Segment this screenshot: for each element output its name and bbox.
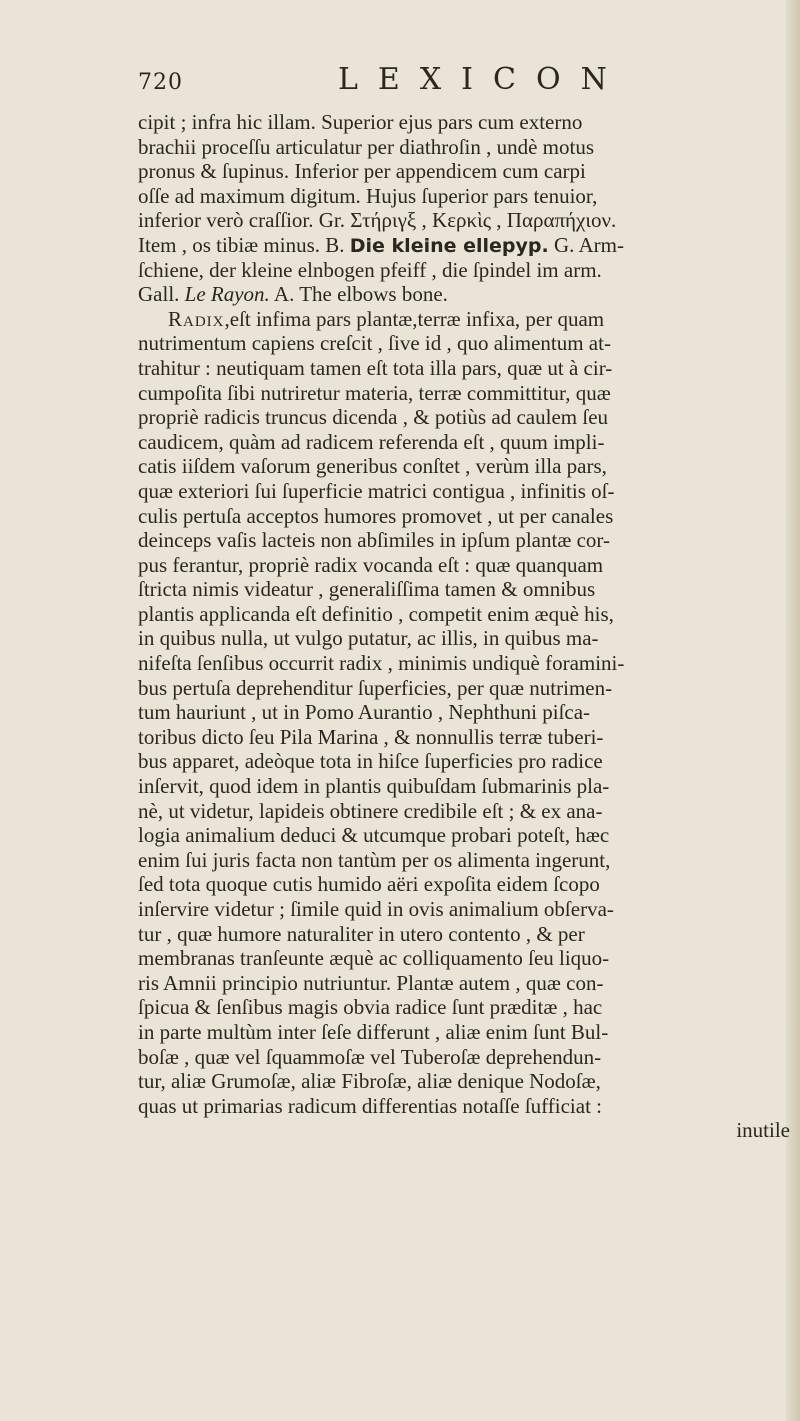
running-head: LEXICON xyxy=(338,62,627,97)
catchword: inutile xyxy=(736,1118,790,1143)
text-line: ris Amnii principio nutriuntur. Plantæ autem , quæ con- xyxy=(138,970,604,995)
text-line: trahitur : neutiquam tamen eſt tota illa pars, quæ ut à cir- xyxy=(138,355,613,380)
text-line: pus ferantur, propriè radix vocanda eſt : quæ quanquam xyxy=(138,552,604,577)
text-line: ſchiene, der kleine elnbogen pfeiff , die ſpindel im arm. xyxy=(138,257,602,282)
text-line: quæ exteriori ſui ſuperficie matrici contigua , infinitis oſ- xyxy=(138,478,615,503)
text-line: in parte multùm inter ſeſe differunt , aliæ enim ſunt Bul- xyxy=(138,1019,609,1044)
text-line: plantis applicanda eſt definitio , competit enim æquè his, xyxy=(138,601,614,626)
text-line: catis iiſdem vaſorum generibus conſtet , verùm illa pars, xyxy=(138,454,607,479)
text-line xyxy=(138,282,798,307)
text-line: tur , quæ humore naturaliter in utero contento , & per xyxy=(138,921,585,946)
text-line: tum hauriunt , ut in Pomo Aurantio , Nephthuni piſca- xyxy=(138,700,591,725)
text-line xyxy=(138,233,798,258)
text-line: pronus & ſupinus. Inferior per appendicem cum carpi xyxy=(138,159,586,184)
text-line: ſpicua & ſenſibus magis obvia radice ſunt præditæ , hac xyxy=(138,995,603,1020)
text-line: ſtricta nimis videatur , generaliſſima tamen & omnibus xyxy=(138,577,596,602)
text-line: culis pertuſa acceptos humores promovet , ut per canales xyxy=(138,503,614,528)
text-line: deinceps vaſis lacteis non abſimiles in ipſum plantæ cor- xyxy=(138,528,610,553)
page-header xyxy=(138,62,678,102)
text-line: inferior verò craſſior. Gr. Στήριγξ , Κερκὶς , Παραπήχιον. xyxy=(138,208,617,233)
text-line: ſed tota quoque cutis humido aëri expoſita eidem ſcopo xyxy=(138,872,600,897)
text-line: brachii proceſſu articulatur per diathroſin , undè motus xyxy=(138,134,595,159)
german-term: Die kleine ellepyp. xyxy=(349,234,549,257)
text-line: enim ſui juris facta non tantùm per os alimenta ingerunt, xyxy=(138,847,611,872)
text-line: cumpoſita ſibi nutriretur materia, terræ committitur, quæ xyxy=(138,380,611,405)
text-line: nè, ut videtur, lapideis obtinere credibile eſt ; & ex ana- xyxy=(138,798,603,823)
entry-headword: Radix xyxy=(168,306,225,331)
text-line: oſſe ad maximum digitum. Hujus ſuperior pars tenuior, xyxy=(138,183,598,208)
body-text xyxy=(138,110,798,1143)
text-line: bus pertuſa deprehenditur ſuperficies, per quæ nutrimen- xyxy=(138,675,613,700)
french-term: Le Rayon. xyxy=(184,282,270,307)
text-line: toribus dicto ſeu Pila Marina , & nonnullis terræ tuberi- xyxy=(138,724,604,749)
text-line: tur, aliæ Grumoſæ, aliæ Fibroſæ, aliæ denique Nodoſæ, xyxy=(138,1069,601,1094)
text-segment: Gall. xyxy=(138,282,185,307)
text-line: membranas tranſeunte æquè ac colliquamento ſeu liquo- xyxy=(138,946,610,971)
text-line: nifeſta ſenſibus occurrit radix , minimis undiquè foramini- xyxy=(138,651,625,676)
text-line: boſæ , quæ vel ſquammoſæ vel Tuberoſæ deprehendun- xyxy=(138,1044,602,1069)
text-line: inſervire videtur ; ſimile quid in ovis animalium obſerva- xyxy=(138,897,614,921)
text-segment: Item , os tibiæ minus. B. xyxy=(138,232,350,257)
text-line: cipit ; infra hic illam. Superior ejus pars cum externo xyxy=(138,110,583,134)
text-line: inſervit, quod idem in plantis quibuſdam ſubmarinis pla- xyxy=(138,774,610,799)
text-segment: A. The elbows bone. xyxy=(269,282,448,307)
text-line: nutrimentum capiens creſcit , ſive id , quo alimentum at- xyxy=(138,331,611,356)
text-line: in quibus nulla, ut vulgo putatur, ac illis, in quibus ma- xyxy=(138,626,599,651)
text-line: propriè radicis truncus dicenda , & potiùs ad caulem ſeu xyxy=(138,405,609,430)
text-line: bus apparet, adeòque tota in hiſce ſuperficies pro radice xyxy=(138,749,603,774)
text-segment: ,eſt infima pars plantæ,terræ infixa, per quam xyxy=(224,306,605,331)
text-line: quas ut primarias radicum differentias notaſſe ſufficiat : xyxy=(138,1093,602,1118)
text-line xyxy=(138,307,798,332)
text-segment: G. Arm- xyxy=(548,232,624,257)
text-line: logia animalium deduci & utcumque probari poteſt, hæc xyxy=(138,823,610,848)
page-number: 720 xyxy=(138,70,183,95)
text-line: caudicem, quàm ad radicem referenda eſt , quum impli- xyxy=(138,429,605,454)
